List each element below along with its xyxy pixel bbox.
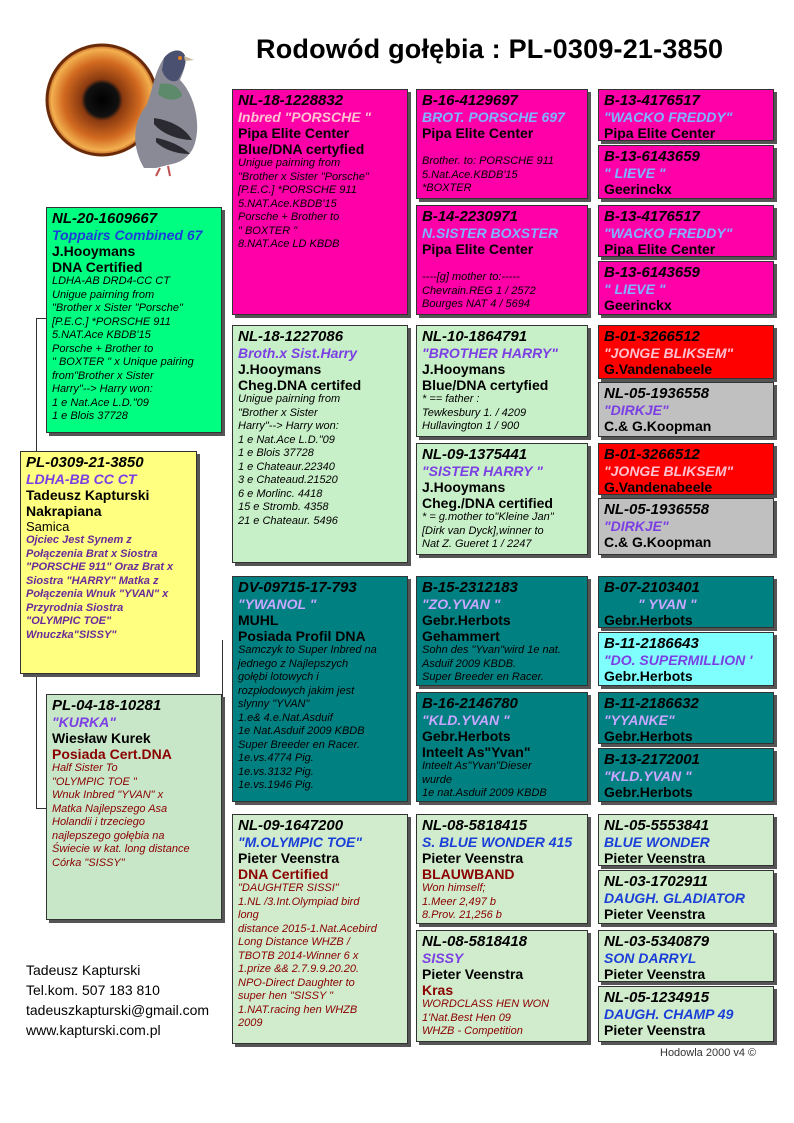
fmm-owner: J.Hooymans <box>422 479 506 495</box>
mmf-owner: Pieter Veenstra <box>422 850 524 866</box>
mother-desc: Half Sister To "OLYMPIC TOE " Wnuk Inbred "YVAN" x Matka Najlepszego Asa Holandii i trzeciego najlepszego gołębia na Świecie w kat. long distance Córka "SISSY" <box>52 762 190 869</box>
g4-ring: NL-05-1936558 <box>604 385 710 402</box>
mmm-cert: Kras <box>422 982 454 998</box>
father-cert: DNA Certified <box>52 259 143 275</box>
g4-ring: NL-05-1234915 <box>604 989 710 1006</box>
g4-name: " LIEVE " <box>604 281 666 297</box>
mf-name: "YWANOL " <box>238 596 317 612</box>
g4-owner: Pipa Elite Center <box>604 125 716 141</box>
ffm-name: N.SISTER BOXSTER <box>422 225 559 241</box>
mmm-owner: Pieter Veenstra <box>422 966 524 982</box>
g4-ring: NL-05-1936558 <box>604 501 710 518</box>
g4-owner: Geerinckx <box>604 181 672 197</box>
ff-card <box>232 89 408 315</box>
version-label: Hodowla 2000 v4 © <box>660 1047 757 1059</box>
contact-email[interactable]: tadeuszkapturski@gmail.com <box>26 1002 210 1018</box>
fm-ring: NL-18-1227086 <box>238 328 344 345</box>
mmm-ring: NL-08-5818418 <box>422 933 528 950</box>
mmf-name: S. BLUE WONDER 415 <box>422 834 573 850</box>
contact-name: Tadeusz Kapturski <box>26 962 141 978</box>
g4-owner: Geerinckx <box>604 297 672 313</box>
subject-desc: Ojciec Jest Synem z Połączenia Brat x Siostra "PORSCHE 911" Oraz Brat x Siostra "HARRY" Matka z Połączenia Wnuk "YVAN" x Przyrodnia Siostra "OLYMPIC TOE" Wnuczka"SISSY" <box>26 534 174 641</box>
g4-ring: B-01-3266512 <box>604 446 700 463</box>
mmf-desc: Won himself; 1.Meer 2,497 b 8.Prov. 21,256 b <box>422 882 502 921</box>
fm-desc: Unigue pairning from "Brother x Sister Harry"--> Harry won: 1 e Nat.Ace L.D."09 1 e Blois 37728 1 e Chateaur.22340 3 e Chateaud.21520 6 e Morlinc. 4418 15 e Stromb. 4358 21 e Chateaur. 5496 <box>238 393 341 527</box>
mfm-cert: Inteelt As"Yvan" <box>422 744 531 760</box>
g4-ring: B-13-4176517 <box>604 92 700 109</box>
contact-phone: Tel.kom. 507 183 810 <box>26 982 160 998</box>
g4-owner: Pieter Veenstra <box>604 966 706 982</box>
mm-ring: NL-09-1647200 <box>238 817 344 834</box>
g4-ring: B-11-2186643 <box>604 635 699 652</box>
ff-name: Inbred "PORSCHE " <box>238 109 372 125</box>
g4-name: "KLD.YVAN " <box>604 768 692 784</box>
mmm-desc: WORDCLASS HEN WON 1'Nat.Best Hen 09 WHZB - Competition <box>422 998 550 1037</box>
g4-ring: B-01-3266512 <box>604 328 700 345</box>
connector-line <box>222 640 223 890</box>
subject-sex: Samica <box>26 519 70 534</box>
fff-desc: Brother. to: PORSCHE 911 5.Nat.Ace.KBDB'15 *BOXTER <box>422 155 555 194</box>
father-name: Toppairs Combined 67 <box>52 227 203 243</box>
mm-card <box>232 814 408 1044</box>
fff-card <box>416 89 588 199</box>
g4-ring: B-13-6143659 <box>604 148 700 165</box>
fff-name: BROT. PORSCHE 697 <box>422 109 565 125</box>
father-card <box>46 207 222 433</box>
fmf-ring: NL-10-1864791 <box>422 328 528 345</box>
g4-card <box>598 325 774 379</box>
g4-name: "DO. SUPERMILLION ' <box>604 652 753 668</box>
g4-name: SON DARRYL <box>604 950 697 966</box>
ffm-desc: ----[g] mother to:----- Chevrain.REG 1 / 2572 Bourges NAT 4 / 5694 <box>422 271 536 310</box>
g4-card <box>598 205 774 257</box>
ff-desc: Unigue pairning from "Brother x Sister "Porsche" [P.E.C.] *PORSCHE 911 5.NAT.Ace.KBDB'15 Porsche + Brother to " BOXTER " 8.NAT.Ace LD KBDB <box>238 157 369 250</box>
ffm-owner: Pipa Elite Center <box>422 241 534 257</box>
g4-owner: Pieter Veenstra <box>604 850 706 866</box>
mother-card <box>46 694 222 920</box>
g4-ring: NL-05-5553841 <box>604 817 710 834</box>
fm-cert: Cheg.DNA certifed <box>238 377 362 393</box>
mm-owner: Pieter Veenstra <box>238 850 340 866</box>
g4-owner: G.Vandenabeele <box>604 479 713 495</box>
mother-ring: PL-04-18-10281 <box>52 697 162 714</box>
g4-ring: NL-03-5340879 <box>604 933 710 950</box>
g4-owner: Gebr.Herbots <box>604 668 693 684</box>
mff-card <box>416 576 588 686</box>
mother-owner: Wiesław Kurek <box>52 730 151 746</box>
mff-name: "ZO.YVAN " <box>422 596 501 612</box>
g4-card <box>598 930 774 982</box>
fff-owner: Pipa Elite Center <box>422 125 534 141</box>
mff-ring: B-15-2312183 <box>422 579 518 596</box>
g4-card <box>598 632 774 686</box>
fmm-desc: * = g.mother to"Kleine Jan" [Dirk van Dyck],winner to Nat Z. Gueret 1 / 2247 <box>422 511 554 550</box>
g4-card <box>598 870 774 924</box>
fmf-cert: Blue/DNA certyfied <box>422 377 549 393</box>
g4-ring: NL-03-1702911 <box>604 873 708 890</box>
contact-website[interactable]: www.kapturski.com.pl <box>26 1022 161 1038</box>
g4-name: DAUGH. CHAMP 49 <box>604 1006 734 1022</box>
g4-owner: Gebr.Herbots <box>604 728 693 744</box>
mfm-ring: B-16-2146780 <box>422 695 518 712</box>
g4-owner: C.& G.Koopman <box>604 418 712 434</box>
g4-name: DAUGH. GLADIATOR <box>604 890 746 906</box>
g4-name: "WACKO FREDDY" <box>604 225 733 241</box>
fmm-card <box>416 443 588 555</box>
fm-card <box>232 325 408 563</box>
g4-owner: Gebr.Herbots <box>604 784 693 800</box>
g4-ring: B-13-2172001 <box>604 751 700 768</box>
g4-owner: Pieter Veenstra <box>604 1022 706 1038</box>
g4-owner: Pipa Elite Center <box>604 241 716 257</box>
mf-owner: MUHL <box>238 612 279 628</box>
g4-name: " LIEVE " <box>604 165 666 181</box>
mfm-desc: Inteelt As"Yvan"Dieser wurde 1e nat.Asduif 2009 KBDB <box>422 760 547 799</box>
subject-name: LDHA-BB CC CT <box>26 471 137 487</box>
mmf-ring: NL-08-5818415 <box>422 817 528 834</box>
g4-card <box>598 89 774 141</box>
mm-name: "M.OLYMPIC TOE" <box>238 834 362 850</box>
fff-ring: B-16-4129697 <box>422 92 518 109</box>
g4-ring: B-13-6143659 <box>604 264 700 281</box>
mff-desc: Sohn des "Yvan"wird 1e nat. Asduif 2009 KBDB. Super Breeder en Racer. <box>422 644 561 683</box>
mmf-card <box>416 814 588 924</box>
ffm-card <box>416 205 588 315</box>
fm-owner: J.Hooymans <box>238 361 322 377</box>
mff-owner: Gebr.Herbots <box>422 612 511 628</box>
mmm-name: SISSY <box>422 950 464 966</box>
g4-owner: Pieter Veenstra <box>604 906 706 922</box>
father-desc: LDHA-AB DRD4-CC CT Unigue pairning from "Brother x Sister "Porsche" [P.E.C.] *PORSCHE 911 5.NAT.Ace KBDB'15 Porsche + Brother to " BOXTER " x Unique pairing from"Brother x Sister Harry"--> Harry won: 1 e Nat.Ace L.D."09 1 e Blois 37728 <box>52 275 194 422</box>
fmf-owner: J.Hooymans <box>422 361 506 377</box>
mfm-name: "KLD.YVAN " <box>422 712 510 728</box>
ff-ring: NL-18-1228832 <box>238 92 344 109</box>
g4-card <box>598 814 774 866</box>
g4-ring: B-07-2103401 <box>604 579 700 596</box>
g4-ring: B-13-4176517 <box>604 208 700 225</box>
g4-card <box>598 261 774 315</box>
ff-cert: Blue/DNA certyfied <box>238 141 365 157</box>
ff-owner: Pipa Elite Center <box>238 125 350 141</box>
g4-card <box>598 443 774 495</box>
g4-owner: G.Vandenabeele <box>604 361 713 377</box>
g4-name: "JONGE BLIKSEM" <box>604 463 734 479</box>
fmm-cert: Cheg./DNA certified <box>422 495 553 511</box>
g4-name: "DIRKJE" <box>604 402 669 418</box>
mf-card <box>232 576 408 802</box>
mm-cert: DNA Certified <box>238 866 329 882</box>
g4-name: "DIRKJE" <box>604 518 669 534</box>
mfm-owner: Gebr.Herbots <box>422 728 511 744</box>
mmf-cert: BLAUWBAND <box>422 866 515 882</box>
mm-desc: "DAUGHTER SISSI" 1.NL /3.Int.Olympiad bird long distance 2015-1.Nat.Acebird Long Distance WHZB / TBOTB 2014-Winner 6 x 1.prize && 2.7.9.9.20.20. NPO-Direct Daughter to super hen "SISSY " 1.NAT.racing hen WHZB 2009 <box>238 882 377 1029</box>
contact-block <box>26 960 209 1040</box>
subject-owner: Tadeusz Kapturski <box>26 487 150 503</box>
mother-cert: Posiada Cert.DNA <box>52 746 172 762</box>
logo <box>44 28 204 178</box>
g4-name: " YVAN " <box>638 596 697 612</box>
g4-name: BLUE WONDER <box>604 834 710 850</box>
g4-card <box>598 986 774 1042</box>
father-owner: J.Hooymans <box>52 243 136 259</box>
subject-color: Nakrapiana <box>26 503 102 519</box>
g4-name: "JONGE BLIKSEM" <box>604 345 734 361</box>
g4-owner: C.& G.Koopman <box>604 534 712 550</box>
g4-owner: Gebr.Herbots <box>604 612 693 628</box>
mf-desc: Samczyk to Super Inbred na jednego z Najlepszych gołębi lotowych i rozpłodowych jakim jest slynny "YVAN" 1.e& 4.e.Nat.Asduif 1e Nat.Asduif 2009 KBDB Super Breeder en Racer. 1e.vs.4774 Pig. 1e.vs.3132 Pig. 1e.vs.1946 Pig. <box>238 644 377 791</box>
g4-card <box>598 748 774 802</box>
ffm-ring: B-14-2230971 <box>422 208 518 225</box>
fmf-name: "BROTHER HARRY" <box>422 345 558 361</box>
mff-cert: Gehammert <box>422 628 500 644</box>
subject-card <box>20 451 197 674</box>
fmf-card <box>416 325 588 437</box>
g4-card <box>598 692 774 744</box>
mf-cert: Posiada Profil DNA <box>238 628 366 644</box>
connector-line <box>36 318 46 319</box>
subject-ring: PL-0309-21-3850 <box>26 454 144 471</box>
page-title: Rodowód gołębia : PL-0309-21-3850 <box>256 34 724 64</box>
fmm-name: "SISTER HARRY " <box>422 463 543 479</box>
mother-name: "KURKA" <box>52 714 116 730</box>
g4-card <box>598 576 774 628</box>
mf-ring: DV-09715-17-793 <box>238 579 357 596</box>
g4-name: "YYANKE" <box>604 712 675 728</box>
g4-card <box>598 498 774 555</box>
father-ring: NL-20-1609667 <box>52 210 158 227</box>
fmm-ring: NL-09-1375441 <box>422 446 528 463</box>
fm-name: Broth.x Sist.Harry <box>238 345 358 361</box>
mmm-card <box>416 930 588 1042</box>
g4-ring: B-11-2186632 <box>604 695 699 712</box>
fmf-desc: * == father : Tewkesbury 1. / 4209 Hullavington 1 / 900 <box>422 393 527 432</box>
g4-name: "WACKO FREDDY" <box>604 109 733 125</box>
mfm-card <box>416 692 588 802</box>
connector-line <box>222 212 223 402</box>
g4-card <box>598 145 774 199</box>
g4-card <box>598 382 774 437</box>
